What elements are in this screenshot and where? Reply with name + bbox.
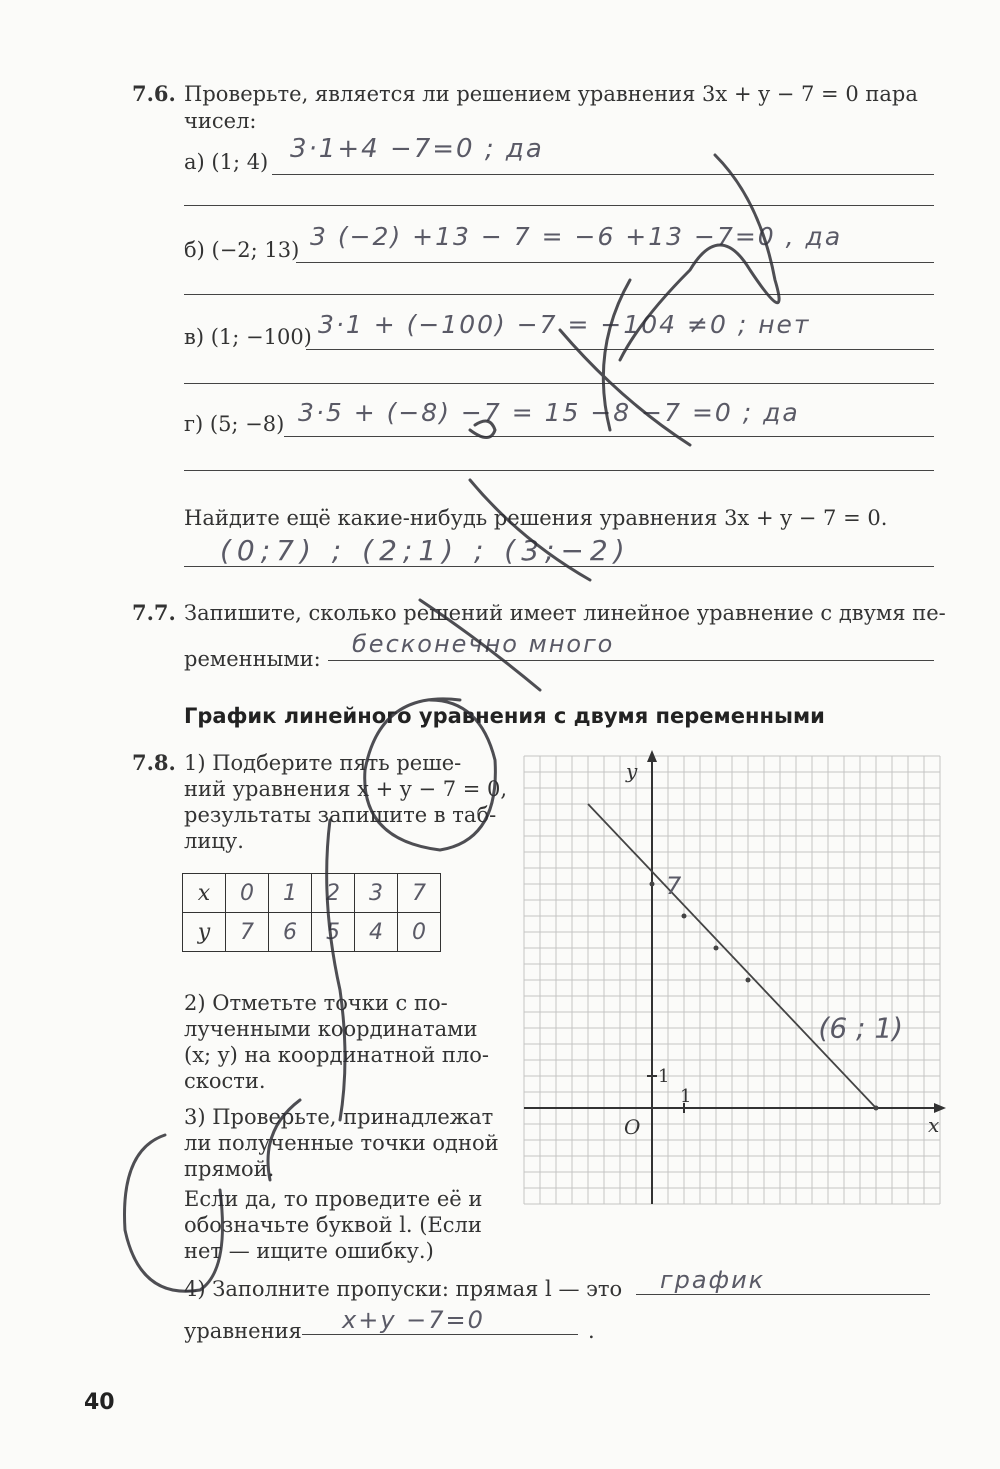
step1-line: 1) Подберите пять реше-	[184, 751, 462, 775]
handwritten-answer-c: 3·1 + (−100) −7 = −104 ≠0 ; нет	[318, 310, 811, 339]
answer-line	[184, 205, 934, 206]
answer-line	[184, 294, 934, 295]
unit-label-x: 1	[680, 1086, 692, 1107]
marked-point	[682, 914, 687, 919]
period: .	[588, 1319, 595, 1343]
unit-label-y: 1	[658, 1066, 670, 1087]
exercise-7-6-prompt: Проверьте, является ли решением уравнения 3x + y − 7 = 0 пара	[184, 82, 918, 106]
step2-line: лученными координатами	[184, 1017, 478, 1041]
table-cell: 7	[226, 913, 269, 952]
exercise-7-7-prompt: Запишите, сколько решений имеет линейное уравнение с двумя пе-	[184, 601, 946, 625]
step3b-line: нет — ищите ошибку.)	[184, 1239, 434, 1263]
answer-line	[302, 1334, 578, 1335]
table-header-y: y	[183, 913, 226, 952]
answer-line	[284, 436, 934, 437]
table-header-x: x	[183, 874, 226, 913]
table-cell: 0	[226, 874, 269, 913]
handwritten-point-note: (6 ; 1)	[818, 1011, 904, 1045]
step4-line2: уравнения	[184, 1319, 302, 1343]
solutions-table	[182, 873, 441, 952]
step2-line: (x; y) на координатной пло-	[184, 1043, 490, 1067]
step3b-line: обозначьте буквой l. (Если	[184, 1213, 482, 1237]
step1-line: лицу.	[184, 829, 244, 853]
answer-line	[296, 262, 934, 263]
table-cell: 2	[312, 874, 355, 913]
exercise-7-7-prompt-cont: ременными:	[184, 647, 321, 671]
handwritten-answer-a: 3·1+4 −7=0 ; да	[290, 134, 544, 164]
find-more-prompt: Найдите ещё какие-нибудь решения уравнения 3x + y − 7 = 0.	[184, 506, 888, 530]
exercise-number-7-6: 7.6.	[132, 81, 176, 106]
handwritten-step4-answer2: x+y −7=0	[342, 1306, 485, 1334]
page-number: 40	[84, 1390, 115, 1415]
table-row-y	[183, 913, 441, 952]
coordinate-plane	[520, 752, 940, 1198]
section-heading: График линейного уравнения с двумя переменными	[184, 704, 825, 728]
item-label-c: в) (1; −100)	[184, 325, 312, 349]
origin-label: O	[624, 1115, 641, 1139]
table-cell: 5	[312, 913, 355, 952]
axis-label-x: x	[928, 1113, 940, 1137]
answer-line	[328, 660, 934, 661]
step3-line: 3) Проверьте, принадлежат	[184, 1105, 494, 1129]
item-label-a: а) (1; 4)	[184, 150, 269, 174]
table-cell: 0	[398, 913, 441, 952]
marked-point	[874, 1106, 879, 1111]
handwritten-answer-b: 3 (−2) +13 − 7 = −6 +13 −7=0 , да	[310, 222, 843, 251]
exercise-number-7-8: 7.8.	[132, 750, 176, 775]
step3-line: ли полученные точки одной	[184, 1131, 499, 1155]
step4-prompt: 4) Заполните пропуски: прямая l — это	[184, 1277, 623, 1301]
step2-line: 2) Отметьте точки с по-	[184, 991, 448, 1015]
check-mark	[560, 330, 690, 445]
check-mark	[327, 820, 345, 1120]
step1-line: ний уравнения x + y − 7 = 0,	[184, 777, 508, 801]
exercise-7-6-prompt-cont: чисел:	[184, 109, 257, 133]
answer-line	[184, 470, 934, 471]
step2-line: скости.	[184, 1069, 266, 1093]
answer-line	[184, 383, 934, 384]
step3b-line: Если да, то проведите её и	[184, 1187, 483, 1211]
exercise-number-7-7: 7.7.	[132, 600, 176, 625]
answer-line	[306, 349, 934, 350]
answer-line	[184, 566, 934, 567]
table-cell: 4	[355, 913, 398, 952]
marked-point	[714, 946, 719, 951]
handwritten-y-intercept: 7	[666, 872, 682, 900]
table-cell: 1	[269, 874, 312, 913]
handwritten-answer-d: 3·5 + (−8) −7 = 15 −8 −7 =0 ; да	[298, 398, 800, 427]
step3-line: прямой.	[184, 1157, 275, 1181]
plot-layer	[588, 804, 879, 1111]
marked-point	[746, 978, 751, 983]
axis-label-y: y	[626, 759, 638, 783]
item-label-d: г) (5; −8)	[184, 412, 285, 436]
axes	[524, 750, 946, 1204]
table-cell: 7	[398, 874, 441, 913]
table-cell: 3	[355, 874, 398, 913]
handwritten-find-more-answer: (0;7) ; (2;1) ; (3;−2)	[220, 534, 631, 567]
answer-line	[636, 1294, 930, 1295]
grid	[524, 756, 940, 1204]
answer-line	[272, 174, 934, 175]
step1-line: результаты запишите в таб-	[184, 803, 497, 827]
handwritten-answer-7-7: бесконечно много	[352, 630, 615, 658]
item-label-b: б) (−2; 13)	[184, 238, 300, 262]
handwritten-step4-answer: график	[660, 1266, 766, 1294]
table-cell: 6	[269, 913, 312, 952]
marked-point	[650, 882, 655, 887]
table-row-x	[183, 874, 441, 913]
